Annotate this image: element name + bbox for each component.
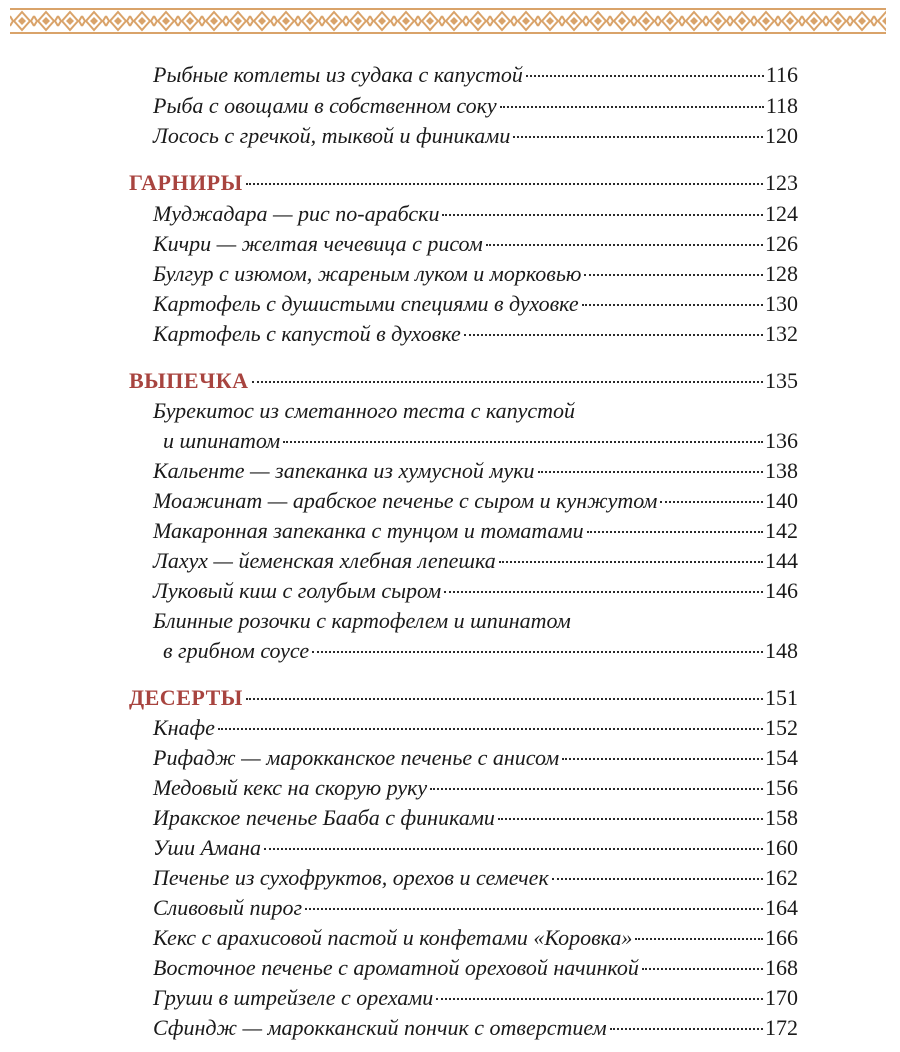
toc-entry-page: 152: [765, 715, 798, 740]
toc-entry-page: 164: [765, 895, 798, 920]
toc-entry[interactable]: [153, 923, 798, 953]
section-page: 135: [765, 368, 798, 393]
dot-leader: [442, 214, 763, 216]
dot-leader: [513, 136, 763, 138]
toc-entry-page: 158: [765, 805, 798, 830]
toc-entry-title: Картофель с душистыми специями в духовке: [153, 291, 579, 316]
toc-entry[interactable]: [153, 833, 798, 863]
toc-entry-page: 170: [765, 985, 798, 1010]
dot-leader: [610, 1028, 763, 1030]
toc-entry-title: Картофель с капустой в духовке: [153, 321, 461, 346]
dot-leader: [526, 75, 764, 77]
toc-entry[interactable]: [153, 983, 798, 1013]
section-title: ВЫПЕЧКА: [129, 368, 249, 393]
toc-entry[interactable]: [163, 426, 798, 456]
toc-entry-title-line1[interactable]: Блинные розочки с картофелем и шпинатом: [153, 608, 571, 633]
dot-leader: [436, 998, 763, 1000]
toc-entry[interactable]: [153, 546, 798, 576]
dot-leader: [305, 908, 763, 910]
toc-entry-title: Груши в штрейзеле с орехами: [153, 985, 434, 1010]
toc-entry[interactable]: [163, 636, 798, 666]
toc-entry-page: 172: [765, 1015, 798, 1040]
dot-leader: [499, 561, 763, 563]
toc-entry-page: 132: [765, 321, 798, 346]
toc-entry-page: 126: [765, 231, 798, 256]
toc-entry-title: Кальенте — запеканка из хумусной муки: [153, 458, 535, 483]
toc-entry-page: 162: [765, 865, 798, 890]
toc-entry[interactable]: [153, 289, 798, 319]
section-page: 123: [765, 170, 798, 195]
toc-entry-page: 146: [765, 578, 798, 603]
toc-entry[interactable]: [153, 199, 798, 229]
toc-entry-title: Муджадара — рис по-арабски: [153, 201, 440, 226]
toc-entry-title: Кнафе: [153, 715, 215, 740]
toc-entry-title: Кичри — желтая чечевица с рисом: [153, 231, 483, 256]
toc-entry[interactable]: [153, 713, 798, 743]
dot-leader: [552, 878, 763, 880]
toc-entry[interactable]: [153, 893, 798, 923]
toc-entry[interactable]: [153, 60, 798, 90]
toc-entry-page: 160: [765, 835, 798, 860]
dot-leader: [312, 651, 763, 653]
toc-entry[interactable]: [153, 319, 798, 349]
ornament-border: [10, 8, 886, 34]
dot-leader: [218, 728, 763, 730]
toc-entry-title: Уши Амана: [153, 835, 262, 860]
toc-entry-title: Моажинат — арабское печенье с сыром и кунжутом: [153, 488, 658, 513]
dot-leader: [562, 758, 763, 760]
toc-entry-title-line1[interactable]: Бурекитос из сметанного теста с капустой: [153, 398, 576, 423]
section-title: ДЕСЕРТЫ: [129, 685, 243, 710]
dot-leader: [587, 531, 763, 533]
dot-leader: [660, 501, 763, 503]
dot-leader: [246, 183, 763, 185]
toc-entry-page: 140: [765, 488, 798, 513]
toc-entry-title: Иракское печенье Бааба с финиками: [153, 805, 495, 830]
toc-entry[interactable]: [153, 1013, 798, 1043]
toc-entry-title: Луковый киш с голубым сыром: [153, 578, 442, 603]
dot-leader: [430, 788, 763, 790]
toc-entry-title: Восточное печенье с ароматной ореховой начинкой: [153, 955, 639, 980]
dot-leader: [283, 441, 763, 443]
section-title: ГАРНИРЫ: [129, 170, 243, 195]
toc-entry[interactable]: [153, 773, 798, 803]
toc-entry-title: Печенье из сухофруктов, орехов и семечек: [153, 865, 549, 890]
toc-entry-page: 128: [765, 261, 798, 286]
toc-entry-title: Макаронная запеканка с тунцом и томатами: [153, 518, 584, 543]
toc-entry-title: Лахух — йеменская хлебная лепешка: [153, 548, 496, 573]
dot-leader: [486, 244, 763, 246]
toc-entry-page: 166: [765, 925, 798, 950]
toc-entry-page: 124: [765, 201, 798, 226]
dot-leader: [642, 968, 763, 970]
toc-entry-page: 168: [765, 955, 798, 980]
toc-entry-page: 136: [765, 428, 798, 453]
toc-entry-title: Рыбные котлеты из судака с капустой: [153, 62, 523, 87]
toc-entry-page: 138: [765, 458, 798, 483]
toc-entry[interactable]: [153, 576, 798, 606]
toc-entry[interactable]: [153, 456, 798, 486]
toc-entry[interactable]: [153, 743, 798, 773]
toc-section-vypechka[interactable]: [129, 366, 798, 396]
dot-leader: [498, 818, 763, 820]
toc-section-deserty[interactable]: [129, 683, 798, 713]
toc-entry[interactable]: [153, 516, 798, 546]
toc-entry-page: 148: [765, 638, 798, 663]
section-page: 151: [765, 685, 798, 710]
toc-entry-title: Медовый кекс на скорую руку: [153, 775, 428, 800]
toc-entry-title: Лосось с гречкой, тыквой и финиками: [153, 123, 511, 148]
dot-leader: [252, 381, 763, 383]
toc-entry-page: 130: [765, 291, 798, 316]
toc-entry[interactable]: [153, 803, 798, 833]
dot-leader: [464, 334, 763, 336]
toc-entry[interactable]: [153, 863, 798, 893]
toc-entry-page: 154: [765, 745, 798, 770]
toc-entry-page: 118: [765, 93, 798, 118]
toc-entry[interactable]: [153, 91, 798, 121]
dot-leader: [444, 591, 763, 593]
dot-leader: [538, 471, 764, 473]
toc-entry-title: Булгур с изюмом, жареным луком и морковью: [153, 261, 582, 286]
dot-leader: [500, 106, 764, 108]
toc-section-garniry[interactable]: [129, 168, 798, 198]
toc-entry[interactable]: [153, 486, 798, 516]
toc-entry[interactable]: [153, 229, 798, 259]
toc-entry-title-line2: и шпинатом: [163, 428, 281, 453]
toc-entry-title: Рифадж — марокканское печенье с анисом: [153, 745, 560, 770]
toc-entry-page: 142: [765, 518, 798, 543]
toc-entry[interactable]: [153, 259, 798, 289]
toc-entry-title: Кекс с арахисовой пастой и конфетами «Коровка»: [153, 925, 633, 950]
toc-entry-title: Сфиндж — марокканский пончик с отверстием: [153, 1015, 607, 1040]
dot-leader: [635, 938, 763, 940]
dot-leader: [246, 698, 763, 700]
dot-leader: [584, 274, 763, 276]
toc-entry-page: 120: [765, 123, 798, 148]
toc-entry[interactable]: [153, 121, 798, 151]
toc-entry-page: 144: [765, 548, 798, 573]
toc-entry-page: 116: [765, 62, 798, 87]
toc-entry-page: 156: [765, 775, 798, 800]
toc-entry[interactable]: [153, 953, 798, 983]
toc-entry-title-line2: в грибном соусе: [163, 638, 310, 663]
toc-entry-title: Рыба с овощами в собственном соку: [153, 93, 497, 118]
dot-leader: [582, 304, 763, 306]
toc-entry-title: Сливовый пирог: [153, 895, 303, 920]
dot-leader: [264, 848, 763, 850]
